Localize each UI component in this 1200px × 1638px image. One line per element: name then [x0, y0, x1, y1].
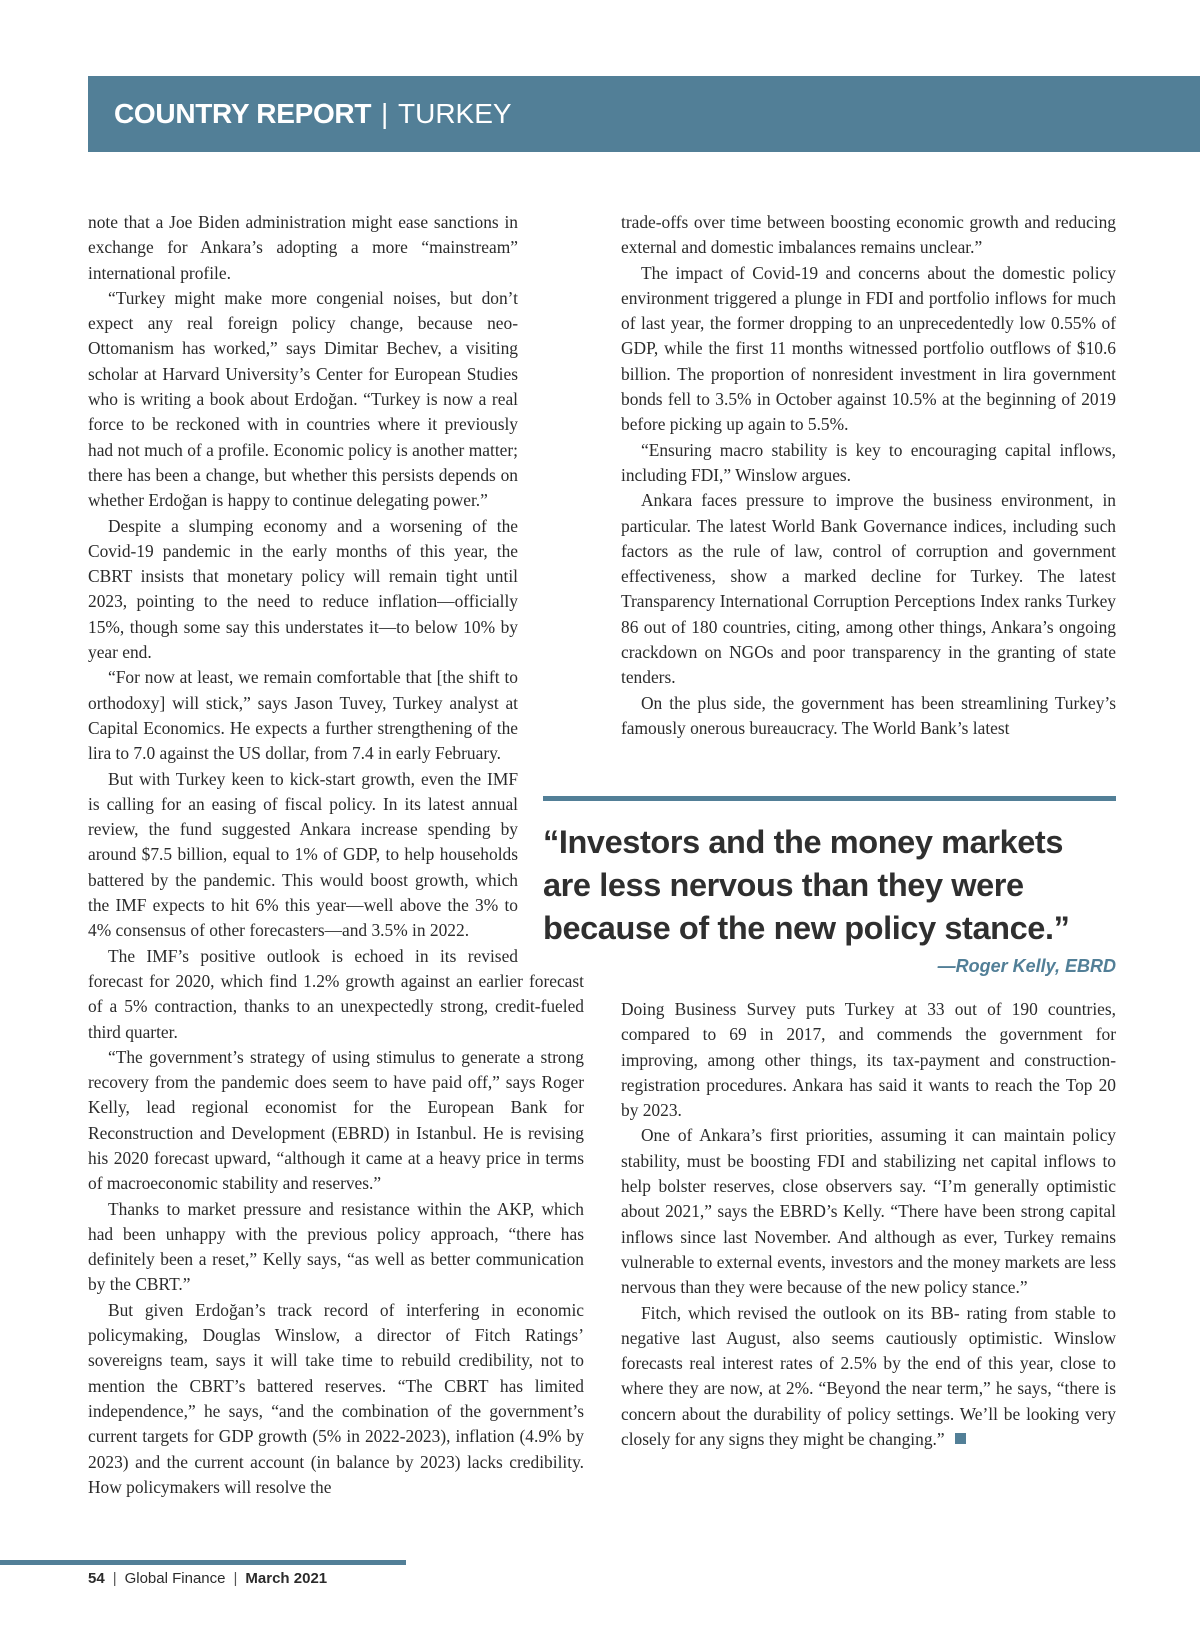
- paragraph: Ankara faces pressure to improve the business environment, in particular. The latest World Bank Governance indices, including such factors as the rule of law, control of corruption and government effectiveness, show a marked decline for Turkey. The latest Transparency International Corruption Perceptions Index ranks Turkey 86 out of 180 countries, citing, among other things, Ankara’s ongoing crackdown on NGOs and poor transparency in the granting of state tenders.: [621, 490, 1116, 688]
- paragraph: “The government’s strategy of using stimulus to generate a strong recovery from the pandemic does seem to have paid off,” says Roger Kelly, lead regional economist for the European Bank for Reconstruction and Development (EBRD) in Istanbul. He is revising his 2020 forecast upward, “although it came at a heavy price in terms of macroeconomic stability and reserves.”: [88, 1046, 584, 1194]
- paragraph: Doing Business Survey puts Turkey at 33 out of 190 countries, compared to 69 in 2017, and commends the government for improving, among other things, its tax-payment and construction-registration procedures. Ankara has said it wants to reach the Top 20 by 2023.: [621, 999, 1116, 1121]
- paragraph: Thanks to market pressure and resistance within the AKP, which had been unhappy with the previous policy approach, “there has definitely been a reset,” Kelly says, “as well as better communication by the CBRT.”: [88, 1198, 584, 1295]
- article-column-right-bottom: [621, 997, 1116, 1452]
- section-kicker: COUNTRY REPORT: [114, 98, 372, 129]
- pull-quote: [543, 796, 1116, 977]
- footer-separator: |: [233, 1570, 238, 1587]
- issue-date: March 2021: [245, 1570, 328, 1587]
- title-separator: |: [380, 98, 389, 129]
- paragraph: “Ensuring macro stability is key to encouraging capital inflows, including FDI,” Winslow argues.: [621, 439, 1116, 485]
- paragraph: trade-offs over time between boosting economic growth and reducing external and domestic imbalances remains unclear.”: [621, 212, 1116, 258]
- paragraph: note that a Joe Biden administration might ease sanctions in exchange for Ankara’s adopting a more “mainstream” international profile.: [88, 212, 518, 283]
- article-column-right-top: [621, 210, 1116, 741]
- pull-quote-text: “Investors and the money markets are less nervous than they were because of the new policy stance.”: [543, 824, 1070, 946]
- paragraph: But with Turkey keen to kick-start growth, even the IMF is calling for an easing of fiscal policy. In its latest annual review, the fund suggested Ankara increase spending by around $7.5 billion, equal to 1% of GDP, to help households battered by the pandemic. This would boost growth, which the IMF expects to hit 6% this year—well above the 3% to 4% consensus of other forecasters—and 3.5% in 2022.: [88, 768, 518, 941]
- section-title: [114, 96, 512, 132]
- paragraph-text: Fitch, which revised the outlook on its BB- rating from stable to negative last August, also seems cautiously optimistic. Winslow forecasts real interest rates of 2.5% by the end of this year, close to where they are now, at 2%. “Beyond the near term,” he says, “there is concern about the durability of policy settings. We’ll be looking very closely for any signs they might be changing.”: [621, 1302, 1116, 1450]
- paragraph: [621, 1301, 1116, 1453]
- paragraph: Despite a slumping economy and a worsening of the Covid-19 pandemic in the early months of this year, the CBRT insists that monetary policy will remain tight until 2023, pointing to the need to reduce inflation—officially 15%, though some say this understates it—to below 10% by year end.: [88, 515, 518, 663]
- footer-rule: [0, 1560, 406, 1565]
- article-column-left: [88, 210, 584, 1500]
- footer-separator: |: [112, 1570, 117, 1587]
- paragraph: The IMF’s positive outlook is echoed in its revised forecast for 2020, which find 1.2% growth against an earlier forecast of a 5% contraction, thanks to an unexpectedly strong, credit-fueled third quarter.: [88, 945, 584, 1042]
- header-bar: [88, 76, 1200, 152]
- paragraph: On the plus side, the government has been streamlining Turkey’s famously onerous bureaucracy. The World Bank’s latest: [621, 692, 1116, 738]
- country-name: TURKEY: [398, 98, 512, 129]
- end-mark-icon: [955, 1433, 966, 1444]
- paragraph: “For now at least, we remain comfortable that [the shift to orthodoxy] will stick,” says Jason Tuvey, Turkey analyst at Capital Economics. He expects a further strengthening of the lira to 7.0 against the US dollar, from 7.4 in early February.: [88, 667, 518, 764]
- paragraph: But given Erdoğan’s track record of interfering in economic policymaking, Douglas Winslow, a director of Fitch Ratings’ sovereigns team, says it will take time to rebuild credibility, not to mention the CBRT’s battered reserves. “The CBRT has limited independence,” he says, “and the combination of the government’s current targets for GDP growth (5% in 2022-2023), inflation (4.9% by 2023) and the current account (in balance by 2023) lacks credibility. How policymakers will resolve the: [88, 1299, 584, 1497]
- pull-quote-attribution: —Roger Kelly, EBRD: [937, 956, 1116, 976]
- paragraph: One of Ankara’s first priorities, assuming it can maintain policy stability, must be boosting FDI and stabilizing net capital inflows to help bolster reserves, close observers say. “I’m generally optimistic about 2021,” says the EBRD’s Kelly. “There have been strong capital inflows since last November. And although as ever, Turkey remains vulnerable to external events, investors and the money markets are less nervous than they were because of the new policy stance.”: [621, 1125, 1116, 1298]
- paragraph: “Turkey might make more congenial noises, but don’t expect any real foreign policy change, because neo-Ottomanism has worked,” says Dimitar Bechev, a visiting scholar at Harvard University’s Center for European Studies who is writing a book about Erdoğan. “Turkey is now a real force to be reckoned with in countries where it previously had not much of a profile. Economic policy is another matter; there has been a change, but whether this persists depends on whether Erdoğan is happy to continue delegating power.”: [88, 287, 518, 511]
- page-footer: [88, 1570, 327, 1587]
- page-number: 54: [88, 1570, 105, 1587]
- paragraph: The impact of Covid-19 and concerns about the domestic policy environment triggered a plunge in FDI and portfolio inflows for much of last year, the former dropping to an unprecedentedly low 0.55% of GDP, while the first 11 months witnessed portfolio outflows of $10.6 billion. The proportion of nonresident investment in lira government bonds fell to 3.5% in October against 10.5% at the beginning of 2019 before picking up again to 5.5%.: [621, 262, 1116, 435]
- publication-name: Global Finance: [124, 1570, 226, 1587]
